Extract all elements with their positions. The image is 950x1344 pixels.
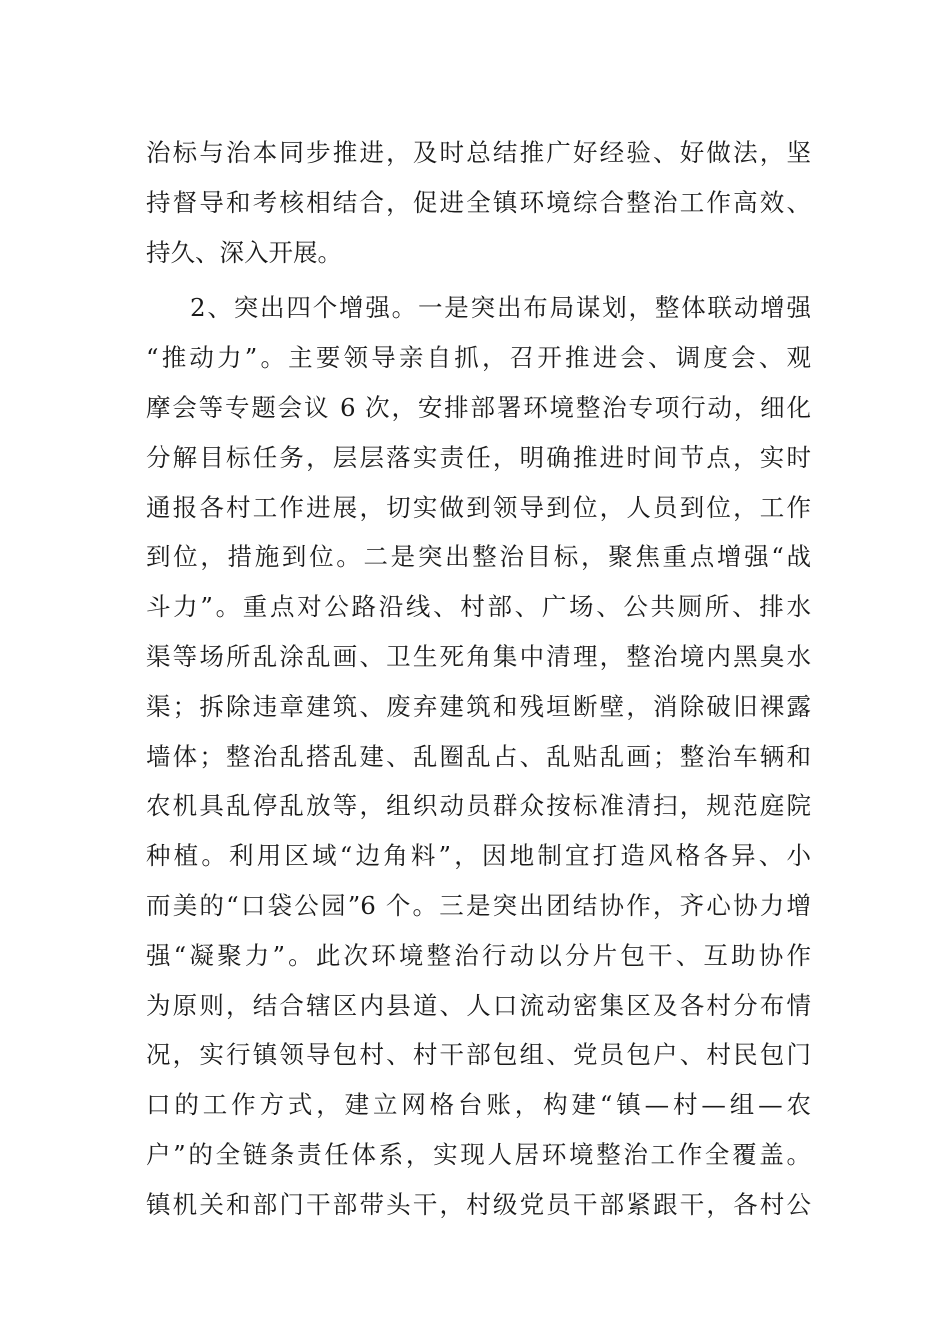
paragraph-line: 治标与治本同步推进，及时总结推广好经验、好做法，坚 xyxy=(146,138,811,167)
paragraph-line: “推动力”。主要领导亲自抓，召开推进会、调度会、观 xyxy=(146,343,811,373)
paragraph-line: 户”的全链条责任体系，实现人居环境整治工作全覆盖。 xyxy=(146,1139,811,1169)
paragraph-line: 分解目标任务，层层落实责任，明确推进时间节点，实时 xyxy=(146,442,811,472)
paragraph-line: 镇机关和部门干部带头干，村级党员干部紧跟干，各村公 xyxy=(146,1189,811,1219)
paragraph-line: 种植。利用区域“边角料”，因地制宜打造风格各异、小 xyxy=(146,841,811,871)
paragraph-line: 农机具乱停乱放等，组织动员群众按标准清扫，规范庭院 xyxy=(146,791,811,821)
paragraph-line: 为原则，结合辖区内县道、人口流动密集区及各村分布情 xyxy=(146,990,811,1020)
paragraph-line: 渠；拆除违章建筑、废弃建筑和残垣断壁，消除破旧裸露 xyxy=(146,691,811,721)
paragraph-line: 斗力”。重点对公路沿线、村部、广场、公共厕所、排水 xyxy=(146,592,811,622)
document-body xyxy=(146,128,811,1279)
paragraph-1 xyxy=(146,128,811,277)
paragraph-line: 强“凝聚力”。此次环境整治行动以分片包干、互助协作 xyxy=(146,940,811,970)
paragraph-line: 持久、深入开展。 xyxy=(146,237,342,267)
paragraph-line: 墙体；整治乱搭乱建、乱圈乱占、乱贴乱画；整治车辆和 xyxy=(146,741,811,771)
paragraph-line: 口的工作方式，建立网格台账，构建“镇—村—组—农 xyxy=(146,1090,811,1120)
paragraph-line: 渠等场所乱涂乱画、卫生死角集中清理，整治境内黑臭水 xyxy=(146,641,811,671)
paragraph-line: 2、突出四个增强。一是突出布局谋划，整体联动增强 xyxy=(190,293,811,323)
paragraph-line: 摩会等专题会议 6 次，安排部署环境整治专项行动，细化 xyxy=(146,392,811,422)
paragraph-line xyxy=(146,1230,811,1280)
paragraph-line: 而美的“口袋公园”6 个。三是突出团结协作，齐心协力增 xyxy=(146,890,811,920)
paragraph-line: 到位，措施到位。二是突出整治目标，聚焦重点增强“战 xyxy=(146,542,811,572)
paragraph-line: 况，实行镇领导包村、村干部包组、党员包户、村民包门 xyxy=(146,1040,811,1070)
paragraph-line: 持督导和考核相结合，促进全镇环境综合整治工作高效、 xyxy=(146,187,811,217)
paragraph-2 xyxy=(146,283,811,1279)
paragraph-line: 通报各村工作进展，切实做到领导到位，人员到位，工作 xyxy=(146,492,811,522)
